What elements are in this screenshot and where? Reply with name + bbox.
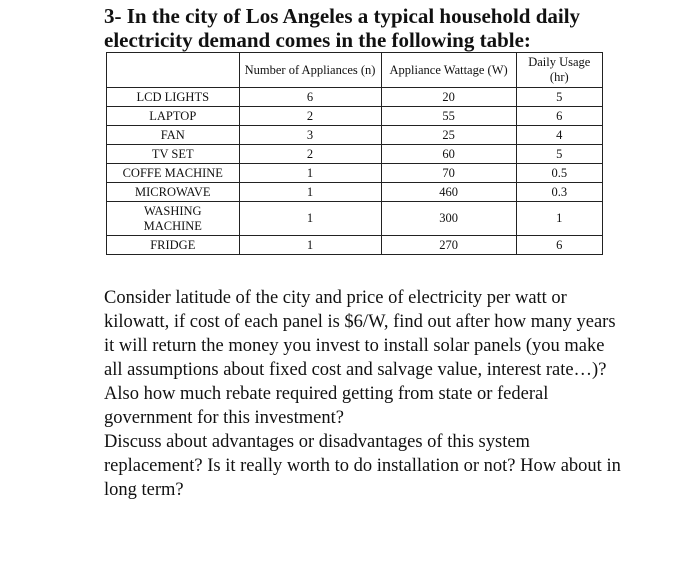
appliance-wattage: 70 [381,164,516,183]
appliance-name: FAN [107,126,240,145]
appliance-wattage: 460 [381,183,516,202]
appliance-count: 2 [239,145,381,164]
appliance-count: 1 [239,202,381,236]
table-row [107,236,603,255]
appliance-wattage: 55 [381,107,516,126]
table-row [107,164,603,183]
question-number: 3- [104,4,122,28]
table-row [107,145,603,164]
table-header-row [107,53,603,88]
appliance-name: LAPTOP [107,107,240,126]
demand-table [106,52,603,255]
table-row [107,126,603,145]
appliance-count: 2 [239,107,381,126]
appliance-count: 1 [239,183,381,202]
appliance-usage: 0.3 [516,183,602,202]
question-paragraph-discussion: Discuss about advantages or disadvantages of this system replacement? Is it really worth to do installation or not? How about in long term? [104,432,621,500]
appliance-name: LCD LIGHTS [107,88,240,107]
appliance-usage: 5 [516,145,602,164]
appliance-usage: 0.5 [516,164,602,183]
header-usage: Daily Usage (hr) [516,53,602,88]
table-row [107,183,603,202]
appliance-usage: 6 [516,107,602,126]
appliance-wattage: 300 [381,202,516,236]
appliance-name: COFFE MACHINE [107,164,240,183]
header-wattage: Appliance Wattage (W) [381,53,516,88]
table-row [107,202,603,236]
question-paragraph-payback: Consider latitude of the city and price of electricity per watt or kilowatt, if cost of each panel is $6/W, find out after how many years it will return the money you invest to install solar panels (you make all assumptions about fixed cost and salvage value, interest rate…)? [104,288,616,380]
table-row [107,88,603,107]
appliance-wattage: 20 [381,88,516,107]
appliance-count: 1 [239,236,381,255]
appliance-name: WASHING MACHINE [107,202,240,236]
appliance-usage: 6 [516,236,602,255]
question-body [104,286,624,502]
appliance-name: MICROWAVE [107,183,240,202]
appliance-count: 6 [239,88,381,107]
appliance-usage: 1 [516,202,602,236]
appliance-wattage: 60 [381,145,516,164]
appliance-count: 3 [239,126,381,145]
header-appliance [107,53,240,88]
appliance-count: 1 [239,164,381,183]
appliance-wattage: 25 [381,126,516,145]
appliance-usage: 4 [516,126,602,145]
table-row [107,107,603,126]
appliance-wattage: 270 [381,236,516,255]
appliance-name: FRIDGE [107,236,240,255]
appliance-name: TV SET [107,145,240,164]
header-count: Number of Appliances (n) [239,53,381,88]
heading-text: In the city of Los Angeles a typical household daily electricity demand comes in the following table: [104,4,581,52]
appliance-usage: 5 [516,88,602,107]
question-paragraph-rebate: Also how much rebate required getting from state or federal government for this investment? [104,384,549,428]
question-heading [104,4,624,52]
